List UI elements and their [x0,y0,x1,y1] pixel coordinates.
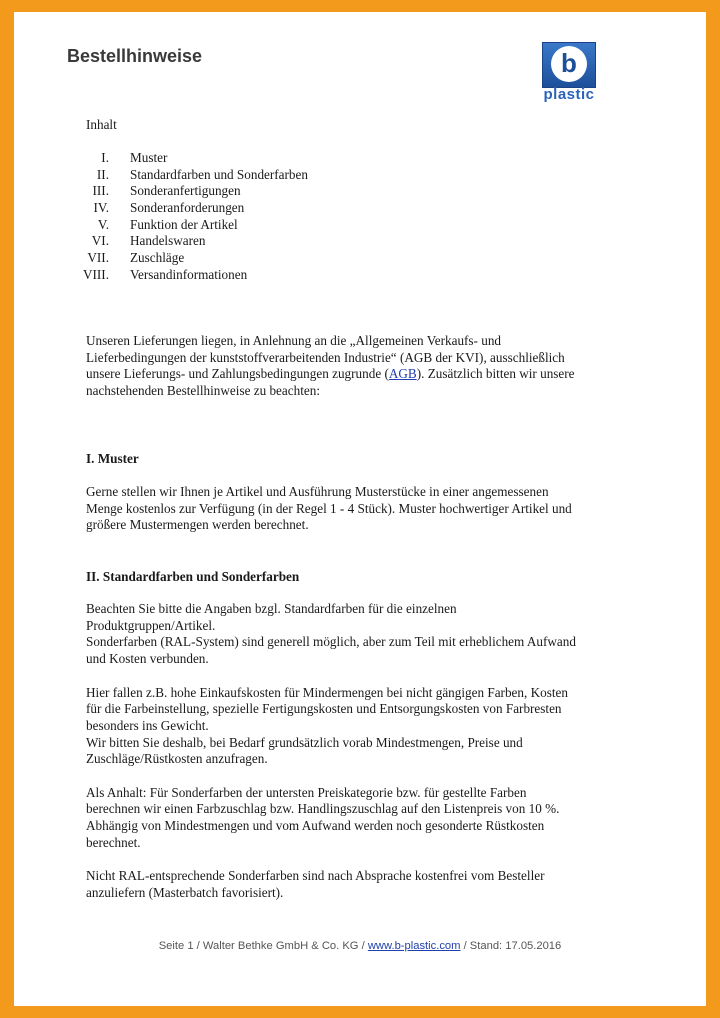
toc-item-label: Versandinformationen [130,266,248,282]
logo-word: plastic [543,86,595,103]
intro-text: ). Zusätzlich bitten wir unsere [416,366,575,382]
toc-item-label: Zuschläge [130,250,185,266]
document-page [14,12,706,1006]
paragraph-line: Zuschläge/Rüstkosten anzufragen. [86,751,268,767]
muster-paragraph [86,484,646,534]
section-heading-farben: II. Standardfarben und Sonderfarben [86,569,300,584]
toc-item-number: V. [97,216,109,232]
paragraph-line: größere Mustermengen werden berechnet. [86,517,309,533]
intro-line: Unseren Lieferungen liegen, in Anlehnung an die „Allgemeinen Verkaufs- und [86,333,502,348]
paragraph-line: Gerne stellen wir Ihnen je Artikel und Ausführung Musterstücke in einer angemessenen [86,484,549,499]
paragraph-gap [86,768,646,785]
website-link[interactable]: www.b-plastic.com [367,940,461,952]
page-footer [14,940,706,952]
paragraph-line: Abhängig von Mindestmengen und vom Aufwand werden noch gesonderte Rüstkosten [86,818,545,834]
b-plastic-logo [532,42,606,102]
toc-item-label: Standardfarben und Sonderfarben [130,166,308,182]
paragraph-gap [86,852,646,869]
toc-item[interactable] [64,183,364,200]
paragraph-line: für die Farbeinstellung, spezielle Fertigungskosten und Entsorgungskosten von Farbresten [86,701,562,717]
toc-item-number: II. [96,166,109,182]
toc-item-number: III. [92,183,109,199]
toc-item-label: Sonderanforderungen [130,200,245,216]
paragraph-gap [86,668,646,685]
paragraph-line: Produktgruppen/Artikel. [86,617,216,633]
toc-heading: Inhalt [86,117,117,132]
toc-item-number: VI. [91,233,109,249]
table-of-contents [64,150,364,284]
paragraph-line: Als Anhalt: Für Sonderfarben der untersten Preiskategorie bzw. für gestellte Farben [86,784,527,800]
section-heading-muster: I. Muster [86,451,139,466]
toc-item-label: Funktion der Artikel [130,216,238,232]
paragraph-line: anzuliefern (Masterbatch favorisiert). [86,884,284,900]
paragraph-line: Wir bitten Sie deshalb, bei Bedarf grundsätzlich vorab Mindestmengen, Preise und [86,734,523,750]
toc-item-number: VII. [87,250,109,266]
intro-line [86,366,646,383]
toc-item[interactable] [64,267,364,284]
paragraph-line: berechnen wir einen Farbzuschlag bzw. Handlingszuschlag auf den Listenpreis von 10 %. [86,801,560,817]
toc-item-label: Muster [130,150,168,165]
paragraph-line: Hier fallen z.B. hohe Einkaufskosten für Mindermengen bei nicht gängigen Farben, Kosten [86,684,568,700]
toc-item-number: I. [101,150,109,165]
toc-item-number: IV. [93,200,109,216]
toc-item-number: VIII. [83,266,109,282]
paragraph-line: Nicht RAL-entsprechende Sonderfarben sind nach Absprache kostenfrei vom Besteller [86,868,545,884]
footer-text: / Stand: 17.05.2016 [460,940,562,952]
toc-item[interactable] [64,233,364,250]
intro-line: Lieferbedingungen der kunststoffverarbeitenden Industrie“ (AGB der KVI), ausschließlich [86,349,565,365]
paragraph-line: berechnet. [86,834,141,850]
agb-link[interactable]: AGB [388,366,417,382]
footer-text: Seite 1 / Walter Bethke GmbH & Co. KG / [158,940,368,952]
toc-item-label: Sonderanfertigungen [130,183,241,199]
paragraph-line: Sonderfarben (RAL-System) sind generell möglich, aber zum Teil mit erheblichem Aufwand [86,634,576,650]
toc-item[interactable] [64,167,364,184]
toc-item[interactable] [64,200,364,217]
farben-body [86,601,646,902]
paragraph-line: und Kosten verbunden. [86,651,209,667]
toc-item-label: Handelswaren [130,233,206,249]
paragraph-line: besonders ins Gewicht. [86,717,209,733]
paragraph-line: Menge kostenlos zur Verfügung (in der Regel 1 - 4 Stück). Muster hochwertiger Artikel und [86,500,572,516]
document-title: Bestellhinweise [67,46,203,66]
intro-paragraph [86,333,646,400]
logo-letter: b [551,46,587,82]
toc-item[interactable] [64,217,364,234]
paragraph-line: Beachten Sie bitte die Angaben bzgl. Standardfarben für die einzelnen [86,601,457,616]
toc-item[interactable] [64,150,364,167]
intro-text: unsere Lieferungs- und Zahlungsbedingungen zugrunde ( [86,366,389,382]
intro-line: nachstehenden Bestellhinweise zu beachten: [86,383,320,399]
toc-item[interactable] [64,250,364,267]
